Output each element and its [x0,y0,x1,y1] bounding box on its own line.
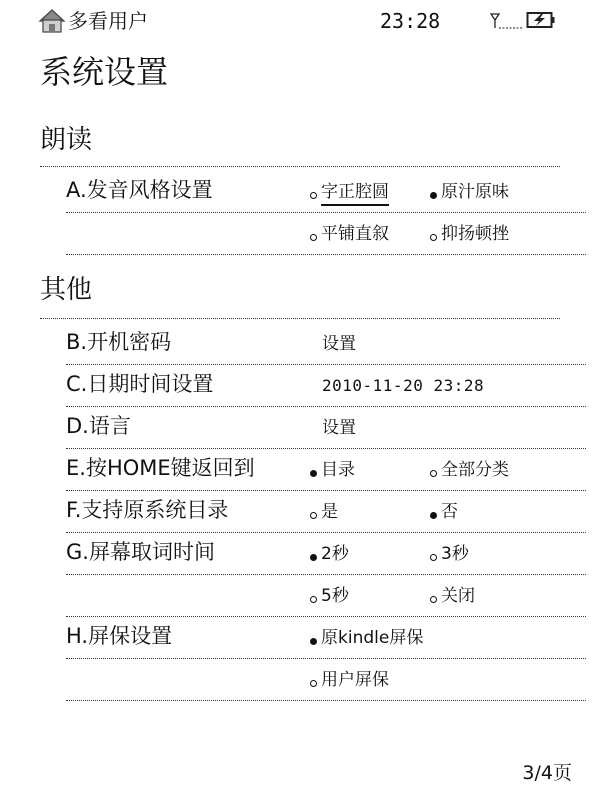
boot-password-set-link[interactable]: 设置 [322,334,356,354]
row-label: A.发音风格设置 [66,178,213,202]
option-pingpuzhixu[interactable]: 平铺直叙 [310,222,389,246]
section-divider [40,166,560,167]
row-boot-password[interactable] [66,322,586,365]
row-language[interactable] [66,406,586,449]
radio-unselected-icon [310,512,317,519]
option-kindle-screensaver[interactable]: 原kindle屏保 [310,626,423,650]
row-home-return [66,448,586,491]
radio-unselected-icon [430,470,437,477]
row-label: C.日期时间设置 [66,372,214,396]
page-indicator: 3/4页 [522,762,572,784]
row-label: B.开机密码 [66,330,172,354]
option-yuanzhiyuanwei[interactable]: 原汁原味 [430,180,509,204]
row-label: D.语言 [66,414,131,438]
row-screensaver [66,616,586,659]
status-bar [0,0,600,40]
radio-selected-icon [310,638,317,645]
battery-charging-icon [526,10,556,30]
option-yiyangdunchuo[interactable]: 抑扬顿挫 [430,222,509,246]
row-voice-style-cont [66,212,586,255]
radio-unselected-icon [310,234,317,241]
language-set-link[interactable]: 设置 [322,418,356,438]
option-no[interactable]: 否 [430,500,458,524]
radio-selected-icon [310,554,317,561]
option-all-categories[interactable]: 全部分类 [430,458,509,482]
row-datetime[interactable] [66,364,586,407]
radio-unselected-icon [430,596,437,603]
radio-unselected-icon [430,234,437,241]
radio-unselected-icon [310,596,317,603]
option-2s[interactable]: 2秒 [310,542,349,566]
row-label: E.按HOME键返回到 [66,456,255,480]
radio-selected-icon [310,470,317,477]
house-user-icon [38,7,66,35]
option-user-screensaver[interactable]: 用户屏保 [310,668,389,692]
user-name: 多看用户 [68,9,148,33]
row-label: F.支持原系统目录 [66,498,229,522]
signal-icon [490,12,524,30]
section-divider [40,318,560,319]
radio-unselected-icon [310,680,317,687]
row-screensaver-cont [66,658,586,701]
radio-selected-icon [430,192,437,199]
datetime-value[interactable]: 2010-11-20 23:28 [322,376,485,395]
row-word-lookup-time [66,532,586,575]
row-label: H.屏保设置 [66,624,173,648]
option-catalog[interactable]: 目录 [310,458,355,482]
row-voice-style [66,170,586,213]
radio-selected-icon [430,512,437,519]
section-title-other: 其他 [40,275,93,305]
row-original-catalog [66,490,586,533]
clock: 23:28 [380,9,441,33]
radio-unselected-icon [430,554,437,561]
option-zizhengqiangyuan[interactable]: 字正腔圆 [310,180,389,204]
option-yes[interactable]: 是 [310,500,338,524]
page-title: 系统设置 [40,53,169,91]
option-off[interactable]: 关闭 [430,584,475,608]
row-word-lookup-time-cont [66,574,586,617]
option-5s[interactable]: 5秒 [310,584,349,608]
option-3s[interactable]: 3秒 [430,542,469,566]
row-label: G.屏幕取词时间 [66,540,215,564]
section-title-reading: 朗读 [40,125,93,155]
radio-unselected-icon [310,192,317,199]
